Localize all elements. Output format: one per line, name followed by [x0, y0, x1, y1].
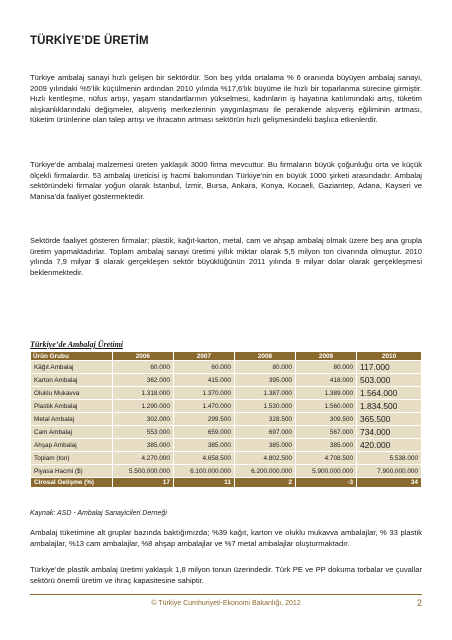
value-cell: 395.000 [235, 374, 295, 386]
header-2009: 2009 [296, 352, 356, 360]
row-label-cell: Piyasa Hacmi ($) [31, 465, 112, 477]
value-cell: 385.000 [296, 439, 356, 451]
value-cell: 362.000 [113, 374, 173, 386]
page-heading: TÜRKİYE’DE ÜRETİM [30, 35, 149, 47]
value-cell: 299.500 [174, 413, 234, 425]
paragraph-firms: Türkiye'de ambalaj malzemesi üreten yaklaşık 3000 firma mevcuttur. Bu firmaların büyük çoğunluğu orta ve küçük ölçekli firmalardır. 53 ambalaj üreticisi iş hacmi bakımından Türkiye'nin en büyük 1000 şirketi arasındadır. Ambalaj sektöründeki firmalar yoğun olarak İstanbul, İzmir, Bursa, Ankara, Konya, Kocaeli, Gaziantep, Adana, Kayseri ve Manisa’da faaliyet göstermektedir. [30, 160, 422, 201]
row-label-cell: Oluklu Mukavva [31, 387, 112, 399]
value-cell: 80.000 [235, 361, 295, 373]
value-cell: 659.000 [174, 426, 234, 438]
value-cell: 385.000 [235, 439, 295, 451]
value-cell: 60.000 [113, 361, 173, 373]
value-cell: 1.387.000 [235, 387, 295, 399]
value-cell: 80.000 [296, 361, 356, 373]
table-row [31, 452, 421, 464]
row-label-cell: Toplam (ton) [31, 452, 112, 464]
table-row [31, 413, 421, 425]
value-cell: 5.900.000.000 [296, 465, 356, 477]
table-source: Kaynak: ASD - Ambalaj Sanayicileri Derneği [30, 510, 167, 517]
value-cell: 503.000 [357, 374, 421, 386]
value-cell: 420.000 [357, 439, 421, 451]
table-row-growth [31, 478, 421, 487]
value-cell: 1.290.000 [113, 400, 173, 412]
header-2006: 2006 [113, 352, 173, 360]
value-cell: 309.500 [296, 413, 356, 425]
value-cell: 1.318.000 [113, 387, 173, 399]
value-cell: 1.389.000 [296, 387, 356, 399]
header-2010: 2010 [357, 352, 421, 360]
value-cell: 385.000 [113, 439, 173, 451]
growth-value-cell: 34 [357, 478, 421, 487]
table-row [31, 400, 421, 412]
value-cell: 1.560.000 [296, 400, 356, 412]
table-row [31, 387, 421, 399]
value-cell: 1.370.000 [174, 387, 234, 399]
value-cell: 7.900.000.000 [357, 465, 421, 477]
value-cell: 4.708.500 [296, 452, 356, 464]
value-cell: 60.000 [174, 361, 234, 373]
header-2007: 2007 [174, 352, 234, 360]
value-cell: 734.000 [357, 426, 421, 438]
row-label-cell: Plastik Ambalaj [31, 400, 112, 412]
value-cell: 385.000 [174, 439, 234, 451]
value-cell: 415.000 [174, 374, 234, 386]
value-cell: 117.000 [357, 361, 421, 373]
row-label-cell: Ahşap Ambalaj [31, 439, 112, 451]
row-label-cell: Metal Ambalaj [31, 413, 112, 425]
production-table [30, 351, 422, 488]
table-row [31, 439, 421, 451]
header-2008: 2008 [235, 352, 295, 360]
value-cell: 1.530.000 [235, 400, 295, 412]
page-number: 2 [416, 598, 422, 608]
paragraph-plastic: Türkiye’de plastik ambalaj üretimi yaklaşık 1,8 milyon tonun üzerindedir. Türk PE ve PP dokuma torbalar ve çuvallar sektörü önemli üretim ve ihraç kapasitesine sahiptir. [30, 565, 422, 585]
row-label-cell: Kâğıt Ambalaj [31, 361, 112, 373]
header-product-group: Ürün Grubu [31, 352, 112, 360]
footer-copyright: © Türkiye Cumhuriyeti-Ekonomi Bakanlığı, 2012 [151, 600, 301, 607]
value-cell: 6.100.000.000 [174, 465, 234, 477]
table-row [31, 361, 421, 373]
table-row [31, 374, 421, 386]
value-cell: 6.200.000.000 [235, 465, 295, 477]
value-cell: 365.500 [357, 413, 421, 425]
paragraph-growth: Türkiye ambalaj sanayi hızlı gelişen bir sektördür. Son beş yılda ortalama % 6 oranında büyüyen ambalaj sanayi, 2009 yılındaki %5’lik küçülmenin ardından 2010 yılında %17,6’lık büyüme ile hızlı bir toparlanma sürecine girmiştir. Hızlı kentleşme, nüfus artışı, yaşam standartlarının yükselmesi, kadınların iş hayatına katılımındaki artış, tüketim alışkanlıklarındaki değişmeler, alışveriş merkezlerinin yaygınlaşması ile perakende alışveriş eğiliminin artması, tüketim ürünlerine olan talep artışı ve ihracatın artması sektörün hızlı gelişmesindeki başlıca etkenlerdir. [30, 73, 422, 125]
value-cell: 302.000 [113, 413, 173, 425]
value-cell: 418.000 [296, 374, 356, 386]
growth-value-cell: -3 [296, 478, 356, 487]
row-label-cell: Cam Ambalaj [31, 426, 112, 438]
value-cell: 4.802.500 [235, 452, 295, 464]
row-label-cell: Cirosal Gelişme (%) [31, 478, 112, 487]
table-title: Türkiye’de Ambalaj Üretimi [30, 340, 124, 349]
value-cell: 5.500.000.000 [113, 465, 173, 477]
value-cell: 1.834.500 [357, 400, 421, 412]
row-label-cell: Karton Ambalaj [31, 374, 112, 386]
growth-value-cell: 17 [113, 478, 173, 487]
value-cell: 567.000 [296, 426, 356, 438]
value-cell: 328.500 [235, 413, 295, 425]
growth-value-cell: 2 [235, 478, 295, 487]
value-cell: 4.658.500 [174, 452, 234, 464]
value-cell: 1.564.000 [357, 387, 421, 399]
value-cell: 1.470.000 [174, 400, 234, 412]
table-row [31, 465, 421, 477]
paragraph-sectors: Sektörde faaliyet gösteren firmalar; plastik, kağıt-karton, metal, cam ve ahşap ambalaj olmak üzere beş ana grupla üretim yapmaktadırlar. Toplam ambalaj sanayi üretimi yıllık miktar olarak 5,5 milyon ton civarında olmuştur. 2010 yılında 7,9 milyar $ olarak gerçekleşen sektör büyüklüğünün 2011 yılında 9 milyar dolar olarak gerçekleşmesi beklenmektedir. [30, 236, 422, 277]
value-cell: 5.538.000 [357, 452, 421, 464]
footer-divider [30, 594, 422, 595]
table-header-row [31, 352, 421, 360]
value-cell: 553.000 [113, 426, 173, 438]
value-cell: 697.000 [235, 426, 295, 438]
value-cell: 4.270.000 [113, 452, 173, 464]
table-row [31, 426, 421, 438]
growth-value-cell: 11 [174, 478, 234, 487]
paragraph-consumption: Ambalaj tüketimine alt gruplar bazında baktığımızda; %39 kağıt, karton ve oluklu mukavva ambalajlar, % 33 plastik ambalajlar, %13 cam ambalajlar, %8 ahşap ambalajlar ve %7 metal ambalajlar oluşturmaktadır. [30, 528, 422, 548]
